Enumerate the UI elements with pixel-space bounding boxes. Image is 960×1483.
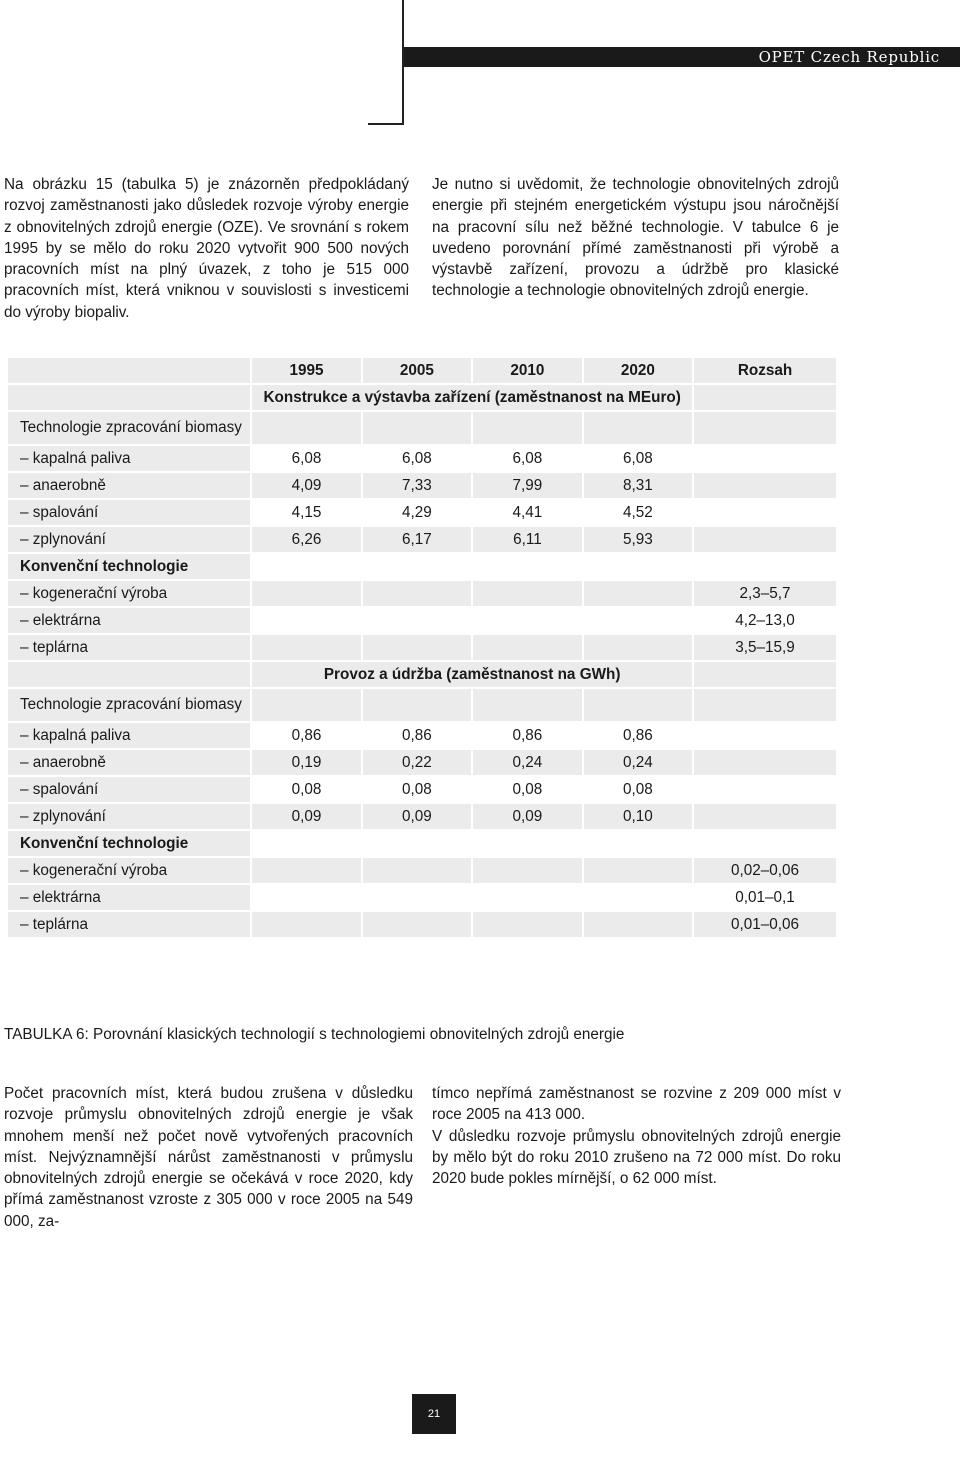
outro-left-paragraph: Počet pracovních míst, která budou zrušena v důsledku rozvoje průmyslu obnovitelných zdrojů energie je však mnohem menší než počet nově vytvořených pracovních míst. Nejvýznamnější nárůst zaměstnanosti v průmyslu obnovitelných zdrojů energie se očekává v roce 2020, kdy přímá zaměstnanost vzroste z 305 000 v roce 2005 na 549 000, za- (4, 1085, 413, 1230)
row-label: – zplynování (8, 804, 250, 829)
cell-value: 0,86 (473, 723, 581, 748)
group-row (8, 689, 836, 721)
group-row (8, 554, 836, 579)
year-header: 2020 (584, 358, 692, 383)
cell-value: 4,29 (363, 500, 471, 525)
table-row (8, 804, 836, 829)
table-row (8, 527, 836, 552)
cell-value: 6,26 (252, 527, 360, 552)
table-header-row (8, 358, 836, 383)
table-row (8, 635, 836, 660)
table-row (8, 608, 836, 633)
row-label: – zplynování (8, 527, 250, 552)
cell-value: 6,08 (252, 446, 360, 471)
header-bar (404, 47, 960, 67)
section-title-row (8, 662, 836, 687)
cell-value: 6,08 (473, 446, 581, 471)
intro-right-paragraph: Je nutno si uvědomit, že technologie obnovitelných zdrojů energie při stejném energetickém výstupu jsou náročnější na pracovní sílu než běžné technologie. V tabulce 6 je uvedeno porovnání přímé zaměstnanosti při výrobě a výstavbě zařízení, provozu a údržbě pro klasické technologie a technologie obnovitelných zdrojů energie. (432, 176, 839, 300)
section1-title: Konstrukce a výstavba zařízení (zaměstnanost na MEuro) (252, 385, 692, 410)
row-label: – spalování (8, 777, 250, 802)
cell-value: 0,86 (584, 723, 692, 748)
cell-range: 2,3–5,7 (694, 581, 836, 606)
table-row (8, 581, 836, 606)
table-row (8, 912, 836, 937)
cell-value: 0,24 (473, 750, 581, 775)
cell-range: 3,5–15,9 (694, 635, 836, 660)
cell-value: 7,33 (363, 473, 471, 498)
outro-right-paragraph-2: V důsledku rozvoje průmyslu obnovitelných zdrojů energie by mělo být do roku 2010 zrušeno na 72 000 míst. Do roku 2020 bude pokles mírnější, o 62 000 míst. (432, 1127, 841, 1188)
cell-value: 4,09 (252, 473, 360, 498)
cell-value: 4,52 (584, 500, 692, 525)
table-row (8, 500, 836, 525)
cell-range: 0,01–0,1 (694, 885, 836, 910)
section2-title: Provoz a údržba (zaměstnanost na GWh) (252, 662, 692, 687)
cell-range: 0,02–0,06 (694, 858, 836, 883)
group-label-biomass: Technologie zpracování biomasy (8, 689, 250, 721)
row-label: – kogenerační výroba (8, 581, 250, 606)
year-header: 2005 (363, 358, 471, 383)
group-row (8, 831, 836, 856)
crop-mark-horizontal (368, 123, 404, 125)
group-label-conventional: Konvenční technologie (8, 831, 250, 856)
row-label: – anaerobně (8, 750, 250, 775)
cell-value: 6,08 (584, 446, 692, 471)
table-row (8, 723, 836, 748)
year-header: 2010 (473, 358, 581, 383)
section-title-row (8, 385, 836, 410)
cell-value: 0,08 (363, 777, 471, 802)
cell-value: 5,93 (584, 527, 692, 552)
row-label: – spalování (8, 500, 250, 525)
cell-value: 7,99 (473, 473, 581, 498)
cell-value: 6,17 (363, 527, 471, 552)
table-row (8, 446, 836, 471)
cell-range: 0,01–0,06 (694, 912, 836, 937)
table-header-corner (8, 358, 250, 383)
row-label: – elektrárna (8, 608, 250, 633)
cell-value: 0,08 (584, 777, 692, 802)
cell-value: 8,31 (584, 473, 692, 498)
row-label: – anaerobně (8, 473, 250, 498)
cell-value: 4,41 (473, 500, 581, 525)
cell-value: 0,86 (363, 723, 471, 748)
group-label-biomass: Technologie zpracování biomasy (8, 412, 250, 444)
outro-right-paragraph-1: tímco nepřímá zaměstnanost se rozvine z 209 000 míst v roce 2005 na 413 000. (432, 1085, 841, 1124)
table-6 (6, 356, 838, 939)
row-label: – teplárna (8, 635, 250, 660)
outro-right-column (432, 1083, 841, 1189)
cell-value: 4,15 (252, 500, 360, 525)
cell-value: 0,09 (473, 804, 581, 829)
cell-value: 0,86 (252, 723, 360, 748)
table-caption: TABULKA 6: Porovnání klasických technologií s technologiemi obnovitelných zdrojů energie (4, 1026, 625, 1043)
cell-value: 0,09 (252, 804, 360, 829)
table-row (8, 858, 836, 883)
cell-value: 0,08 (473, 777, 581, 802)
cell-value: 0,22 (363, 750, 471, 775)
cell-value: 0,09 (363, 804, 471, 829)
cell-value: 0,24 (584, 750, 692, 775)
header-title: OPET Czech Republic (758, 48, 940, 66)
row-label: – teplárna (8, 912, 250, 937)
cell-value: 0,19 (252, 750, 360, 775)
cell-value: 0,10 (584, 804, 692, 829)
table-row (8, 885, 836, 910)
table-row (8, 750, 836, 775)
cell-range: 4,2–13,0 (694, 608, 836, 633)
intro-left-paragraph: Na obrázku 15 (tabulka 5) je znázorněn předpokládaný rozvoj zaměstnanosti jako důsledek rozvoje výroby energie z obnovitelných zdrojů energie (OZE). Ve srovnání s rokem 1995 by se mělo do roku 2020 vytvořit 900 500 nových pracovních míst na plný úvazek, z toho je 515 000 pracovních míst, která vniknou v souvislosti s investicemi do výroby biopaliv. (4, 176, 409, 321)
row-label: – elektrárna (8, 885, 250, 910)
cell-value: 0,08 (252, 777, 360, 802)
row-label: – kapalná paliva (8, 446, 250, 471)
page-number: 21 (412, 1394, 456, 1434)
cell-value: 6,11 (473, 527, 581, 552)
range-header: Rozsah (694, 358, 836, 383)
row-label: – kogenerační výroba (8, 858, 250, 883)
table-row (8, 777, 836, 802)
cell-value: 6,08 (363, 446, 471, 471)
table-row (8, 473, 836, 498)
year-header: 1995 (252, 358, 360, 383)
group-row (8, 412, 836, 444)
row-label: – kapalná paliva (8, 723, 250, 748)
group-label-conventional: Konvenční technologie (8, 554, 250, 579)
